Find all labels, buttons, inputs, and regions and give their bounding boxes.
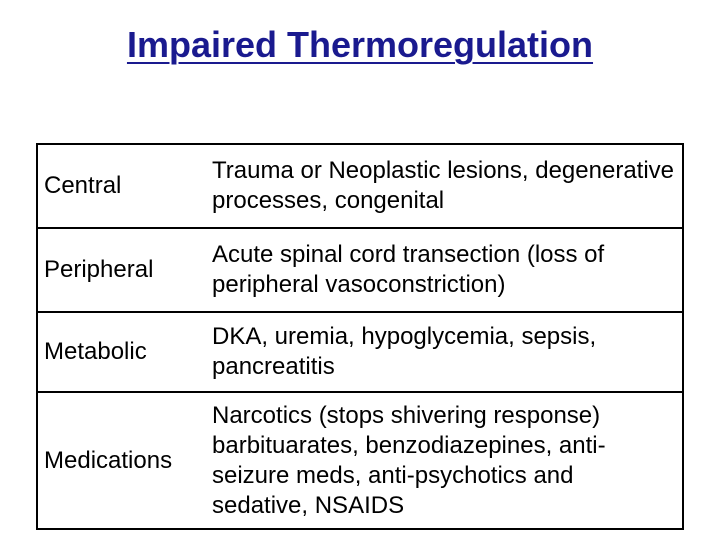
- table-row-peripheral: [38, 229, 682, 313]
- row-label: Medications: [44, 446, 173, 474]
- table-row-metabolic: [38, 313, 682, 393]
- row-description-text: Trauma or Neoplastic lesions, degenerative processes, congenital: [212, 157, 675, 214]
- row-description-text: Acute spinal cord transection (loss of peripheral vasoconstriction): [212, 241, 605, 298]
- row-description-text: Narcotics (stops shivering response) barbituarates, benzodiazepines, anti-seizure meds, anti-psychotics and sedative, NSAIDS: [212, 401, 606, 519]
- page-title: Impaired Thermoregulation: [126, 24, 594, 65]
- causes-table: [36, 143, 684, 530]
- table-row-central: [38, 145, 682, 229]
- row-description-text: DKA, uremia, hypoglycemia, sepsis, pancreatitis: [212, 323, 597, 380]
- row-description: [212, 393, 674, 528]
- row-label: Metabolic: [44, 338, 147, 365]
- table-row-medications: [38, 393, 682, 528]
- row-label: Peripheral: [44, 256, 154, 283]
- row-description: [212, 229, 674, 311]
- row-description: [212, 145, 674, 227]
- row-label: Central: [44, 172, 122, 199]
- row-description: [212, 313, 674, 391]
